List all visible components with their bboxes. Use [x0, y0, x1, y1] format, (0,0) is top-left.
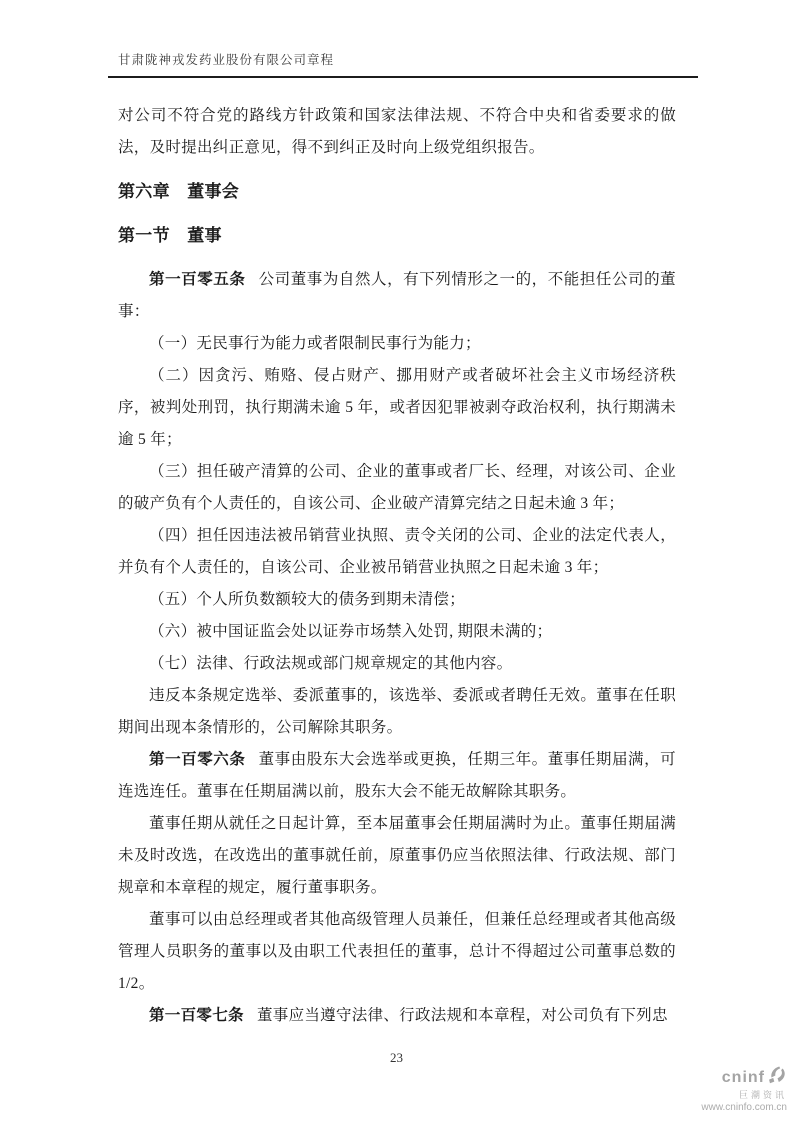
article-number: 第一百零六条	[149, 751, 246, 768]
body-paragraph	[118, 680, 676, 744]
paragraph-text: （五）个人所负数额较大的债务到期未清偿；	[149, 591, 466, 608]
paragraph-text: 违反本条规定选举、委派董事的，该选举、委派或者聘任无效。董事在任职期间出现本条情形的，公司解除其职务。	[118, 687, 676, 736]
body-paragraph	[118, 456, 676, 520]
cninfo-brand-text: cninf	[721, 1069, 765, 1087]
body-paragraph	[118, 100, 676, 164]
cninfo-logo	[701, 1066, 787, 1114]
article-number: 第一百零七条	[149, 1007, 244, 1024]
page-header	[108, 50, 698, 78]
body-paragraph	[118, 328, 676, 360]
cninfo-brand-row	[701, 1066, 787, 1090]
paragraph-text: （一）无民事行为能力或者限制民事行为能力；	[149, 335, 481, 352]
paragraph-text: （三）担任破产清算的公司、企业的董事或者厂长、经理，对该公司、企业的破产负有个人责任的，自该公司、企业破产清算完结之日起未逾 3 年；	[118, 463, 676, 512]
body-paragraph	[118, 616, 676, 648]
body-paragraph	[118, 744, 676, 808]
paragraph-text: （六）被中国证监会处以证券市场禁入处罚, 期限未满的；	[149, 623, 553, 640]
paragraph-text: 董事任期从就任之日起计算，至本届董事会任期届满时为止。董事任期届满未及时改选，在改选出的董事就任前，原董事仍应当依照法律、行政法规、部门规章和本章程的规定，履行董事职务。	[118, 815, 676, 896]
article-number: 第一百零五条	[149, 271, 246, 288]
body-paragraph	[118, 520, 676, 584]
body-paragraph	[118, 360, 676, 456]
paragraph-text: 董事由股东大会选举或更换，任期三年。董事任期届满，可连选连任。董事在任期届满以前，股东大会不能无故解除其职务。	[118, 751, 676, 800]
paragraph-text: 董事应当遵守法律、行政法规和本章程，对公司负有下列忠	[256, 1007, 668, 1024]
paragraph-text: （七）法律、行政法规或部门规章规定的其他内容。	[149, 655, 513, 672]
cninfo-website: www.cninfo.com.cn	[701, 1101, 787, 1113]
paragraph-text: 董事可以由总经理或者其他高级管理人员兼任，但兼任总经理或者其他高级管理人员职务的董事以及由职工代表担任的董事，总计不得超过公司董事总数的 1/2。	[118, 911, 676, 992]
document-body	[118, 100, 676, 1032]
paragraph-text: （四）担任因违法被吊销营业执照、责令关闭的公司、企业的法定代表人，并负有个人责任的，自该公司、企业被吊销营业执照之日起未逾 3 年；	[118, 527, 676, 576]
body-paragraph	[118, 904, 676, 1000]
paragraph-text: 公司董事为自然人，有下列情形之一的，不能担任公司的董事：	[118, 271, 676, 320]
chapter-heading: 第六章 董事会	[118, 182, 240, 201]
body-paragraph	[118, 808, 676, 904]
paragraph-text: （二）因贪污、贿赂、侵占财产、挪用财产或者破坏社会主义市场经济秩序，被判处刑罚，执行期满未逾 5 年，或者因犯罪被剥夺政治权利，执行期满未逾 5 年；	[118, 367, 676, 448]
section-heading: 第一节 董事	[118, 226, 222, 245]
page-number: 23	[390, 1050, 403, 1065]
body-paragraph	[118, 1000, 676, 1032]
cninfo-chinese-name: 巨潮资讯	[738, 1090, 787, 1101]
body-paragraph	[118, 264, 676, 328]
cninfo-swirl-icon	[767, 1066, 787, 1090]
body-paragraph	[118, 648, 676, 680]
body-paragraph	[118, 584, 676, 616]
document-title: 甘肃陇神戎发药业股份有限公司章程	[118, 53, 335, 67]
paragraph-text: 对公司不符合党的路线方针政策和国家法律法规、不符合中央和省委要求的做法，及时提出纠正意见，得不到纠正及时向上级党组织报告。	[118, 107, 676, 156]
